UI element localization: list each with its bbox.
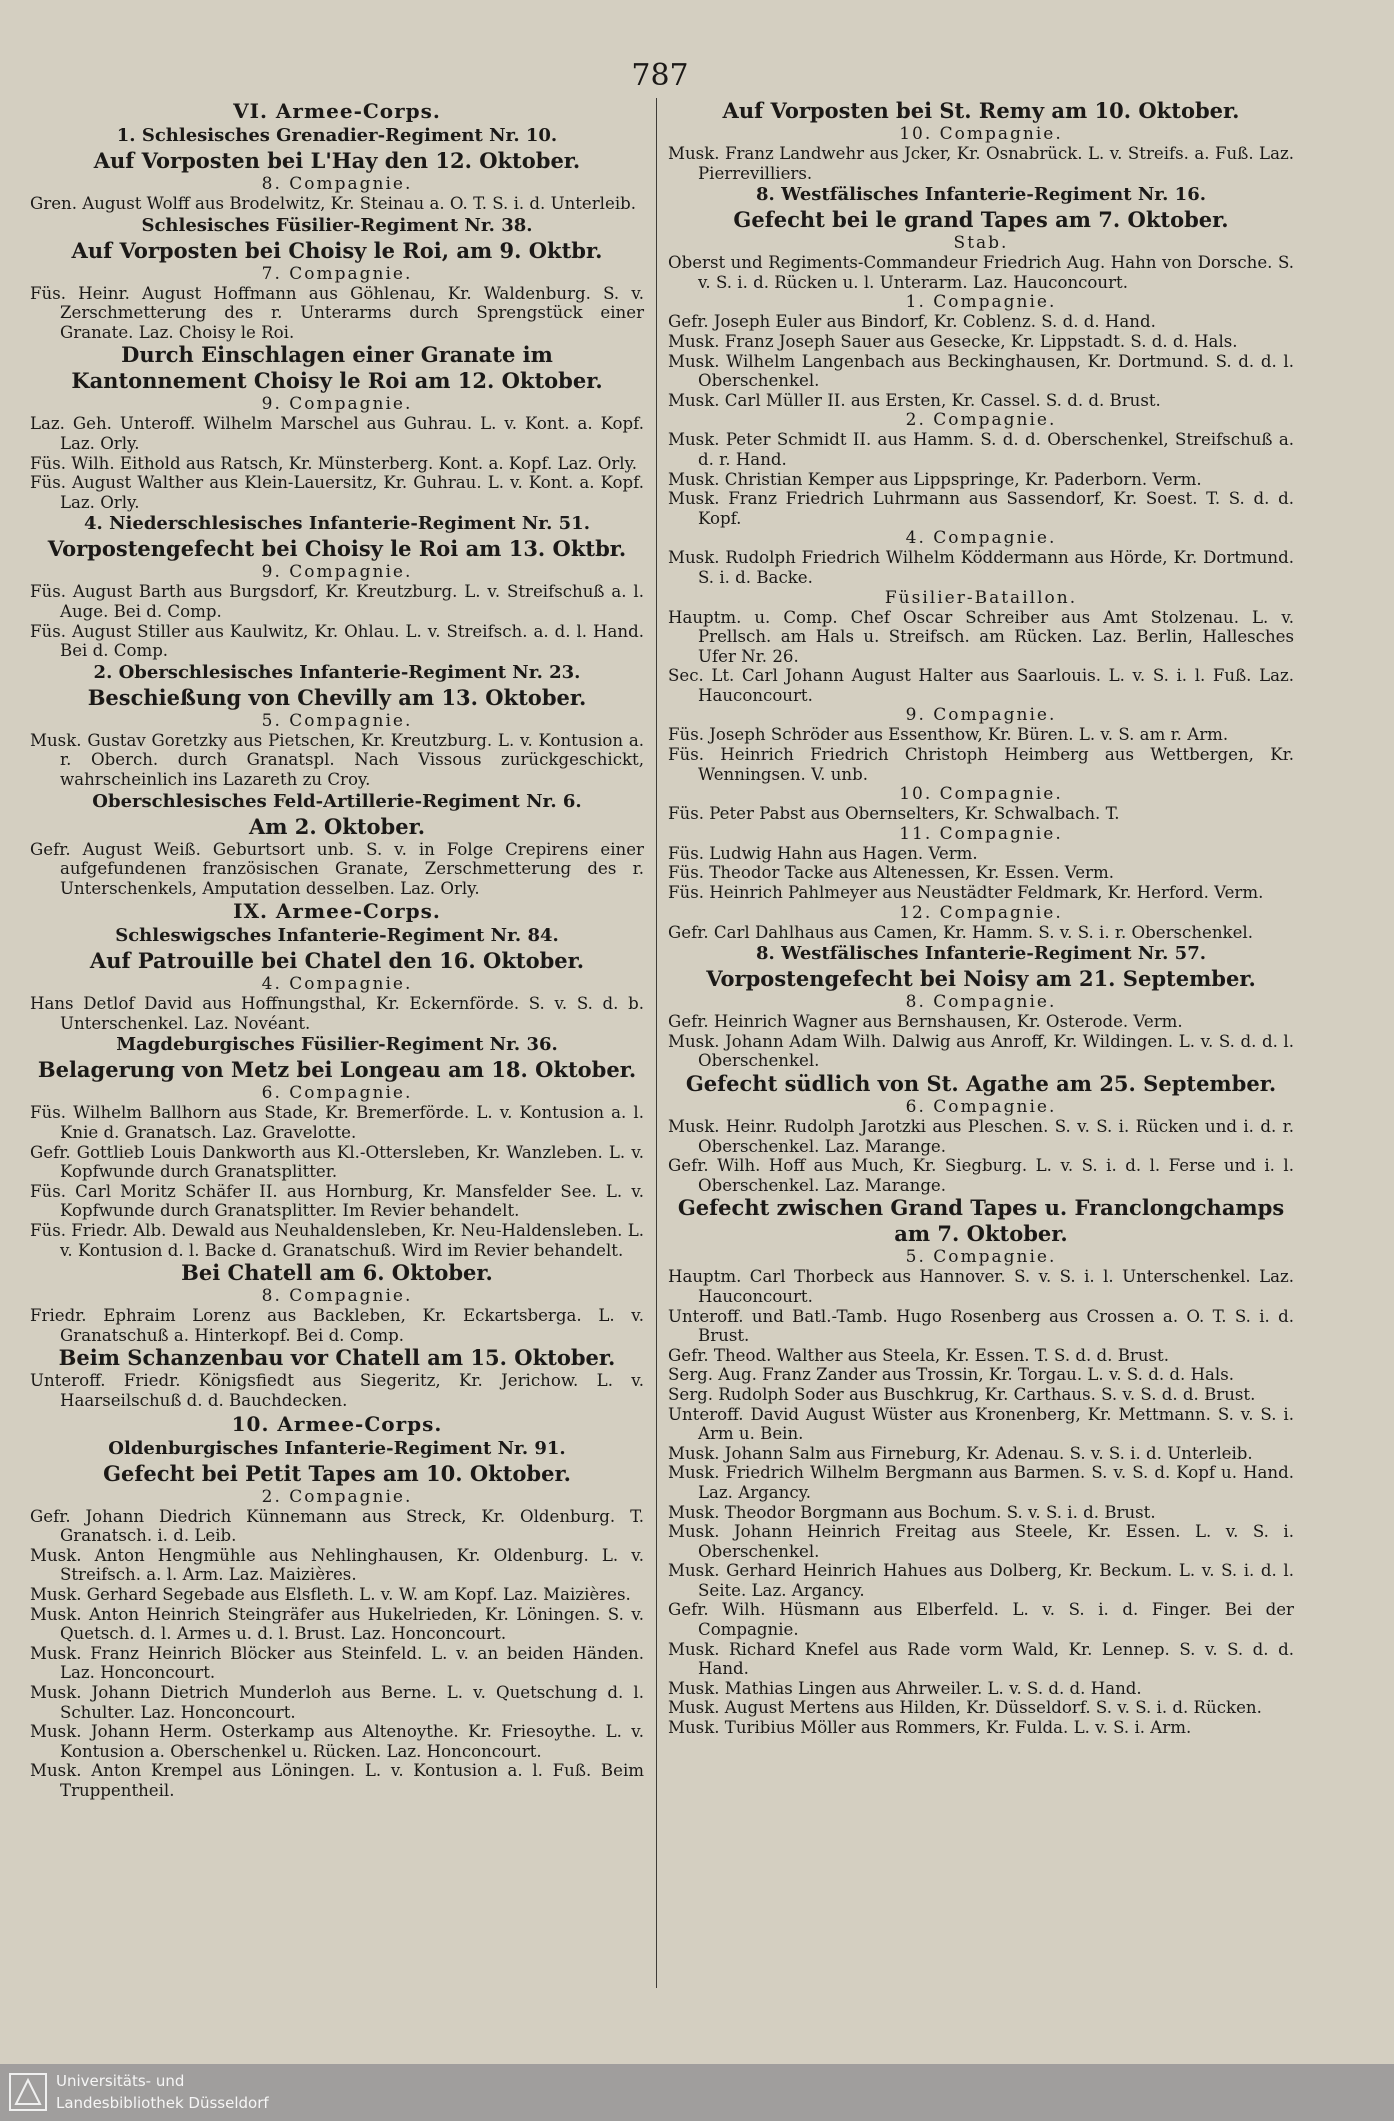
casualty-entry: Füs. Wilh. Eithold aus Ratsch, Kr. Münsterberg. Kont. a. Kopf. Laz. Orly. — [30, 453, 638, 473]
casualty-entry: Musk. Johann Heinrich Freitag aus Steele, Kr. Essen. L. v. S. i. Oberschenkel. — [668, 1522, 1294, 1561]
casualty-entry: Serg. Aug. Franz Zander aus Trossin, Kr. Torgau. L. v. S. d. d. Hals. — [668, 1365, 1235, 1385]
casualty-entry: Füs. Theodor Tacke aus Altenessen, Kr. Essen. Verm. — [668, 863, 1114, 883]
casualty-entry: Hauptm. u. Comp. Chef Oscar Schreiber aus Amt Stolzenau. L. v. Prellsch. am Hals u. Streifsch. am Rücken. Laz. Berlin, Hallesches Ufer Nr. 26. — [668, 607, 1294, 666]
regiment-heading: 2. Oberschlesisches Infanterie-Regiment Nr. 23. — [93, 661, 581, 683]
casualty-entry: Füs. August Barth aus Burgsdorf, Kr. Kreutzburg. L. v. Streifschuß a. l. Auge. Bei d. Comp. — [30, 582, 644, 621]
page-number: 787 — [631, 58, 689, 93]
casualty-entry: Füs. Ludwig Hahn aus Hagen. Verm. — [668, 843, 978, 863]
casualty-entry: Musk. Peter Schmidt II. aus Hamm. S. d. d. Oberschenkel, Streifschuß a. d. r. Hand. — [668, 430, 1294, 469]
casualty-entry: Musk. Christian Kemper aus Lippspringe, Kr. Paderborn. Verm. — [668, 469, 1202, 489]
engagement-heading: Auf Vorposten bei St. Remy am 10. Oktober. — [722, 98, 1240, 123]
casualty-entry: Gefr. Carl Dahlhaus aus Camen, Kr. Hamm. S. v. S. i. r. Oberschenkel. — [668, 922, 1253, 942]
right-column — [668, 98, 1294, 1738]
engagement-heading: Vorpostengefecht bei Noisy am 21. September. — [706, 966, 1256, 992]
casualty-entry: Unteroff. Friedr. Königsfiedt aus Siegeritz, Kr. Jerichow. L. v. Haarseilschuß d. d. Bauchdecken. — [30, 1371, 644, 1410]
casualty-entry: Musk. Franz Landwehr aus Jcker, Kr. Osnabrück. L. v. Streifs. a. Fuß. Laz. Pierrevilliers. — [668, 144, 1294, 183]
company-heading: 8. Compagnie. — [261, 1286, 413, 1307]
engagement-heading: Gefecht bei Petit Tapes am 10. Oktober. — [103, 1460, 571, 1486]
casualty-entry: Musk. Turibius Möller aus Rommers, Kr. Fulda. L. v. S. i. Arm. — [668, 1718, 1192, 1738]
casualty-entry: Gefr. Joseph Euler aus Bindorf, Kr. Coblenz. S. d. d. Hand. — [668, 312, 1156, 332]
company-heading: Stab. — [953, 233, 1009, 254]
company-heading: 9. Compagnie. — [261, 394, 413, 415]
casualty-entry: Musk. Rudolph Friedrich Wilhelm Köddermann aus Hörde, Kr. Dortmund. S. i. d. Backe. — [668, 548, 1294, 587]
left-column — [30, 98, 644, 1801]
engagement-heading: Vorpostengefecht bei Choisy le Roi am 13. Oktbr. — [47, 536, 627, 562]
company-heading: 4. Compagnie. — [261, 974, 413, 995]
footer-library-line1: Universitäts- und — [56, 2072, 185, 2090]
casualty-entry: Füs. Heinrich Pahlmeyer aus Neustädter Feldmark, Kr. Herford. Verm. — [668, 883, 1264, 903]
engagement-heading: Auf Patrouille bei Chatel den 16. Oktober. — [89, 948, 585, 974]
engagement-heading: Bei Chatell am 6. Oktober. — [181, 1260, 493, 1286]
casualty-entry: Musk. Johann Salm aus Firneburg, Kr. Adenau. S. v. S. i. d. Unterleib. — [668, 1443, 1253, 1463]
casualty-entry: Musk. Franz Heinrich Blöcker aus Steinfeld. L. v. an beiden Händen. Laz. Honconcourt. — [30, 1643, 644, 1683]
regiment-heading: 4. Niederschlesisches Infanterie-Regiment Nr. 51. — [84, 513, 590, 535]
casualty-entry: Füs. Heinrich Friedrich Christoph Heimberg aus Wettbergen, Kr. Wenningsen. V. unb. — [668, 745, 1294, 784]
casualty-entry: Musk. Mathias Lingen aus Ahrweiler. L. v. S. d. d. Hand. — [668, 1678, 1142, 1698]
company-heading: 6. Compagnie. — [905, 1097, 1057, 1117]
corps-heading: VI. Armee-Corps. — [233, 99, 441, 123]
company-heading: 6. Compagnie. — [261, 1083, 413, 1104]
engagement-heading: Belagerung von Metz bei Longeau am 18. Oktober. — [37, 1057, 637, 1083]
regiment-heading: Oldenburgisches Infanterie-Regiment Nr. 91. — [108, 1437, 566, 1459]
casualty-entry: Hans Detlof David aus Hoffnungsthal, Kr. Eckernförde. S. v. S. d. b. Unterschenkel. Laz. Novéant. — [30, 994, 644, 1033]
engagement-heading: Beschießung von Chevilly am 13. Oktober. — [87, 684, 587, 710]
casualty-entry: Musk. Anton Hengmühle aus Nehlinghausen, Kr. Oldenburg. L. v. Streifsch. a. l. Arm. Laz. Maizières. — [30, 1545, 644, 1585]
casualty-entry: Gefr. Heinrich Wagner aus Bernshausen, Kr. Osterode. Verm. — [668, 1012, 1183, 1032]
casualty-entry: Musk. August Mertens aus Hilden, Kr. Düsseldorf. S. v. S. i. d. Rücken. — [668, 1698, 1262, 1718]
regiment-heading: Magdeburgisches Füsilier-Regiment Nr. 36. — [116, 1034, 558, 1056]
casualty-entry: Musk. Johann Adam Wilh. Dalwig aus Anroff, Kr. Wildingen. L. v. S. d. d. l. Oberschenkel. — [668, 1031, 1294, 1071]
company-heading: 5. Compagnie. — [905, 1247, 1057, 1268]
casualty-entry: Hauptm. Carl Thorbeck aus Hannover. S. v. S. i. l. Unterschenkel. Laz. Hauconcourt. — [668, 1267, 1294, 1306]
casualty-entry: Gefr. Gottlieb Louis Dankworth aus Kl.-Ottersleben, Kr. Wanzleben. L. v. Kopfwunde durch Granatsplitter. — [30, 1142, 644, 1182]
regiment-heading: Schleswigsches Infanterie-Regiment Nr. 84. — [115, 925, 559, 947]
casualty-entry: Musk. Gustav Goretzky aus Pietschen, Kr. Kreutzburg. L. v. Kontusion a. r. Oberch. durch Granatspl. Nach Vissous zurückgeschickt, wahrscheinlich ins Lazareth zu Croy. — [30, 730, 644, 789]
regiment-heading: 8. Westfälisches Infanterie-Regiment Nr. 16. — [756, 184, 1206, 206]
company-heading: 7. Compagnie. — [261, 263, 413, 284]
casualty-entry: Füs. August Stiller aus Kaulwitz, Kr. Ohlau. L. v. Streifsch. a. d. l. Hand. Bei d. Comp. — [30, 621, 644, 661]
casualty-entry: Friedr. Ephraim Lorenz aus Backleben, Kr. Eckartsberga. L. v. Granatschuß a. Hinterkopf. Bei d. Comp. — [30, 1306, 644, 1345]
ulb-logo-icon — [8, 2072, 48, 2112]
corps-heading: 10. Armee-Corps. — [231, 1411, 443, 1436]
casualty-entry: Musk. Johann Dietrich Munderloh aus Berne. L. v. Quetschung d. l. Schulter. Laz. Honconcourt. — [30, 1682, 644, 1722]
casualty-entry: Musk. Wilhelm Langenbach aus Beckinghausen, Kr. Dortmund. S. d. d. l. Oberschenkel. — [668, 351, 1294, 391]
casualty-entry: Unteroff. David August Wüster aus Kronenberg, Kr. Mettmann. S. v. S. i. Arm u. Bein. — [668, 1404, 1294, 1444]
regiment-heading: 8. Westfälisches Infanterie-Regiment Nr. 57. — [756, 943, 1206, 965]
casualty-entry: Musk. Anton Krempel aus Löningen. L. v. Kontusion a. l. Fuß. Beim Truppentheil. — [30, 1761, 644, 1800]
casualty-entry: Füs. Carl Moritz Schäfer II. aus Hornburg, Kr. Mansfelder See. L. v. Kopfwunde durch Granatsplitter. Im Revier behandelt. — [30, 1181, 644, 1221]
engagement-heading: Auf Vorposten bei Choisy le Roi, am 9. Oktbr. — [71, 237, 603, 263]
company-heading: 9. Compagnie. — [261, 562, 413, 583]
company-heading: Füsilier-Bataillon. — [884, 587, 1078, 608]
engagement-heading: Gefecht zwischen Grand Tapes u. Franclongchamps am 7. Oktober. — [677, 1195, 1285, 1247]
engagement-heading: Durch Einschlagen einer Granate im Kantonnement Choisy le Roi am 12. Oktober. — [71, 342, 603, 394]
regiment-heading: Schlesisches Füsilier-Regiment Nr. 38. — [141, 214, 533, 236]
casualty-entry: Sec. Lt. Carl Johann August Halter aus Saarlouis. L. v. S. i. l. Fuß. Laz. Hauconcourt. — [668, 666, 1294, 705]
casualty-entry: Musk. Gerhard Heinrich Hahues aus Dolberg, Kr. Beckum. L. v. S. i. d. l. Seite. Laz. Argancy. — [668, 1561, 1294, 1600]
casualty-entry: Musk. Friedrich Wilhelm Bergmann aus Barmen. S. v. S. d. Kopf u. Hand. Laz. Argancy. — [668, 1463, 1294, 1502]
casualty-entry: Laz. Geh. Unteroff. Wilhelm Marschel aus Guhrau. L. v. Kont. a. Kopf. Laz. Orly. — [30, 414, 644, 453]
engagement-heading: Gefecht südlich von St. Agathe am 25. September. — [685, 1071, 1277, 1096]
company-heading: 8. Compagnie. — [261, 174, 413, 194]
casualty-entry: Musk. Franz Friedrich Luhrmann aus Sassendorf, Kr. Soest. T. S. d. d. Kopf. — [668, 489, 1294, 528]
company-heading: 9. Compagnie. — [905, 705, 1057, 726]
casualty-entry: Oberst und Regiments-Commandeur Friedrich Aug. Hahn von Dorsche. S. v. S. i. d. Rücken u. l. Unterarm. Laz. Hauconcourt. — [668, 253, 1294, 292]
company-heading: 2. Compagnie. — [261, 1486, 413, 1507]
casualty-entry: Musk. Anton Heinrich Steingräfer aus Hukelrieden, Kr. Löningen. S. v. Quetsch. d. l. Armes u. d. l. Brust. Laz. Honconcourt. — [30, 1604, 644, 1644]
company-heading: 5. Compagnie. — [261, 710, 413, 731]
casualty-entry: Musk. Gerhard Segebade aus Elsfleth. L. v. W. am Kopf. Laz. Maizières. — [30, 1584, 631, 1604]
library-footer — [0, 2064, 1394, 2121]
engagement-heading: Beim Schanzenbau vor Chatell am 15. Oktober. — [58, 1345, 616, 1371]
casualty-entry: Gren. August Wolff aus Brodelwitz, Kr. Steinau a. O. T. S. i. d. Unterleib. — [30, 194, 637, 213]
casualty-entry: Gefr. Wilh. Hoff aus Much, Kr. Siegburg. L. v. S. i. d. l. Ferse und i. l. Oberschenkel. Laz. Marange. — [668, 1156, 1294, 1195]
company-heading: 10. Compagnie. — [899, 784, 1063, 805]
casualty-entry: Musk. Franz Joseph Sauer aus Gesecke, Kr. Lippstadt. S. d. d. Hals. — [668, 331, 1238, 351]
casualty-entry: Musk. Richard Knefel aus Rade vorm Wald, Kr. Lennep. S. v. S. d. d. Hand. — [668, 1639, 1294, 1679]
engagement-heading: Auf Vorposten bei L'Hay den 12. Oktober. — [93, 148, 581, 173]
casualty-entry: Füs. Friedr. Alb. Dewald aus Neuhaldensleben, Kr. Neu-Haldensleben. L. v. Kontusion d. l. Backe d. Granatschuß. Wird im Revier behandelt. — [30, 1221, 644, 1260]
company-heading: 2. Compagnie. — [905, 410, 1057, 431]
footer-library-line2: Landesbibliothek Düsseldorf — [56, 2094, 269, 2112]
casualty-entry: Füs. Peter Pabst aus Obernselters, Kr. Schwalbach. T. — [668, 804, 1120, 824]
casualty-entry: Gefr. August Weiß. Geburtsort unb. S. v. in Folge Crepirens einer aufgefundenen französischen Granate, Zerschmetterung des r. Unterschenkels, Amputation desselben. Laz. Orly. — [30, 839, 644, 898]
company-heading: 10. Compagnie. — [899, 124, 1063, 144]
company-heading: 8. Compagnie. — [905, 992, 1057, 1013]
company-heading: 1. Compagnie. — [905, 292, 1057, 313]
casualty-entry: Musk. Johann Herm. Osterkamp aus Altenoythe. Kr. Friesoythe. L. v. Kontusion a. Oberschenkel u. Rücken. Laz. Honconcourt. — [30, 1722, 644, 1761]
casualty-entry: Musk. Carl Müller II. aus Ersten, Kr. Cassel. S. d. d. Brust. — [668, 390, 1161, 410]
casualty-entry: Gefr. Theod. Walther aus Steela, Kr. Essen. T. S. d. d. Brust. — [668, 1345, 1169, 1365]
casualty-entry: Musk. Heinr. Rudolph Jarotzki aus Pleschen. S. v. S. i. Rücken und i. d. r. Oberschenkel. Laz. Marange. — [668, 1117, 1294, 1156]
company-heading: 4. Compagnie. — [905, 528, 1057, 549]
regiment-heading: 1. Schlesisches Grenadier-Regiment Nr. 10. — [116, 125, 558, 146]
casualty-entry: Füs. August Walther aus Klein-Lauersitz, Kr. Guhrau. L. v. Kont. a. Kopf. Laz. Orly. — [30, 473, 644, 512]
corps-heading: IX. Armee-Corps. — [233, 899, 441, 924]
casualty-entry: Füs. Heinr. August Hoffmann aus Göhlenau, Kr. Waldenburg. S. v. Zerschmetterung des r. Unterarms durch Sprengstück einer Granate. Laz. Choisy le Roi. — [30, 283, 644, 342]
company-heading: 11. Compagnie. — [899, 823, 1063, 844]
casualty-entry: Unteroff. und Batl.-Tamb. Hugo Rosenberg aus Crossen a. O. T. S. i. d. Brust. — [668, 1306, 1294, 1346]
casualty-entry: Füs. Joseph Schröder aus Essenthow, Kr. Büren. L. v. S. am r. Arm. — [668, 725, 1229, 745]
engagement-heading: Am 2. Oktober. — [248, 813, 426, 839]
casualty-entry: Gefr. Wilh. Hüsmann aus Elberfeld. L. v. S. i. d. Finger. Bei der Compagnie. — [668, 1600, 1294, 1640]
column-divider — [656, 98, 657, 1988]
casualty-entry: Serg. Rudolph Soder aus Buschkrug, Kr. Carthaus. S. v. S. d. d. Brust. — [668, 1384, 1256, 1404]
casualty-entry: Musk. Theodor Borgmann aus Bochum. S. v. S. i. d. Brust. — [668, 1502, 1156, 1522]
company-heading: 12. Compagnie. — [899, 902, 1063, 923]
casualty-entry: Gefr. Johann Diedrich Künnemann aus Streck, Kr. Oldenburg. T. Granatsch. i. d. Leib. — [30, 1506, 644, 1546]
regiment-heading: Oberschlesisches Feld-Artillerie-Regiment Nr. 6. — [92, 790, 582, 812]
engagement-heading: Gefecht bei le grand Tapes am 7. Oktober. — [733, 207, 1229, 233]
casualty-entry: Füs. Wilhelm Ballhorn aus Stade, Kr. Bremerförde. L. v. Kontusion a. l. Knie d. Granatsch. Laz. Gravelotte. — [30, 1103, 644, 1143]
